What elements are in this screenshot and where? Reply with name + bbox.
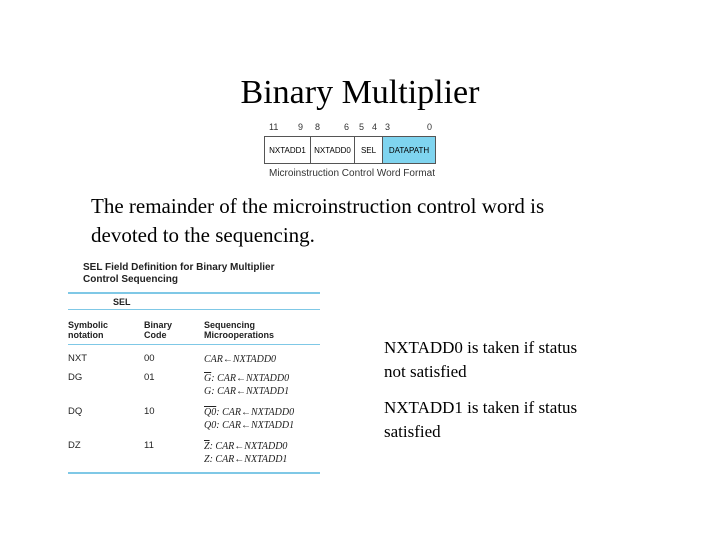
status-condition: Q0 <box>204 420 217 431</box>
microoperation: : CAR←NXTADD1 <box>211 386 290 397</box>
microoperation-line <box>204 406 320 419</box>
bit-number: 8 <box>315 122 321 132</box>
sel-group-header: SEL <box>113 297 131 307</box>
control-word-format-figure <box>262 122 442 182</box>
microoperation-line <box>204 440 320 453</box>
microoperation: : CAR←NXTADD1 <box>216 420 295 431</box>
note-line: not satisfied <box>384 362 467 381</box>
microoperation-line <box>204 419 320 432</box>
microoperation: : CAR←NXTADD1 <box>209 454 288 465</box>
field-nxtadd0: NXTADD0 <box>311 137 355 163</box>
table-title: SEL Field Definition for Binary Multiplier <box>83 262 275 273</box>
symbolic-notation: DQ <box>68 406 83 417</box>
note-nxtadd0 <box>384 336 577 384</box>
bit-numbers <box>262 122 442 134</box>
microoperation: CAR←NXTADD0 <box>204 354 277 365</box>
sequencing-microoperations <box>204 440 320 466</box>
col-header: Symbolic <box>68 320 109 330</box>
table-row <box>68 353 320 366</box>
status-condition: G <box>204 386 212 397</box>
sel-field-table <box>68 262 320 474</box>
bit-number: 4 <box>372 122 378 132</box>
paragraph-line: devoted to the sequencing. <box>91 223 315 247</box>
microoperation-line <box>204 385 320 398</box>
microoperation: : CAR←NXTADD0 <box>211 373 290 384</box>
table-row <box>68 406 320 432</box>
field-datapath: DATAPATH <box>383 137 435 163</box>
bit-number: 5 <box>359 122 365 132</box>
sequencing-microoperations <box>204 372 320 398</box>
microoperation-line <box>204 453 320 466</box>
bit-number: 6 <box>344 122 350 132</box>
symbolic-notation: DG <box>68 372 83 383</box>
table-title: Control Sequencing <box>83 274 178 285</box>
microoperation-line <box>204 372 320 385</box>
bit-number: 9 <box>298 122 304 132</box>
field-nxtadd1: NXTADD1 <box>265 137 311 163</box>
field-sel: SEL <box>355 137 383 163</box>
col-header: Microoperations <box>204 330 275 340</box>
body-paragraph <box>91 192 631 250</box>
col-header: Code <box>144 330 167 340</box>
col-header: notation <box>68 330 104 340</box>
sequencing-microoperations <box>204 353 320 366</box>
microoperation: : CAR←NXTADD0 <box>216 407 295 418</box>
status-condition: Q0 <box>204 407 217 418</box>
figure-caption: Microinstruction Control Word Format <box>269 168 435 179</box>
bit-number: 0 <box>427 122 433 132</box>
binary-code: 00 <box>144 353 155 364</box>
note-nxtadd1 <box>384 396 577 444</box>
table-row <box>68 372 320 398</box>
note-line: NXTADD0 is taken if status <box>384 338 578 357</box>
bit-number: 11 <box>269 122 279 132</box>
bit-number: 3 <box>385 122 391 132</box>
binary-code: 11 <box>144 440 154 451</box>
sequencing-microoperations <box>204 406 320 432</box>
paragraph-line: The remainder of the microinstruction control word is <box>91 194 545 218</box>
table-body <box>68 353 320 466</box>
note-line: NXTADD1 is taken if status <box>384 398 578 417</box>
status-condition: Z <box>204 454 210 465</box>
microoperation: : CAR←NXTADD0 <box>209 441 288 452</box>
control-word-fields <box>264 136 436 164</box>
microoperation-line <box>204 353 320 366</box>
column-headers <box>68 310 320 340</box>
table-rule <box>68 472 320 474</box>
note-line: satisfied <box>384 422 441 441</box>
status-condition: $\overline{G}$ <box>204 373 212 384</box>
symbolic-notation: DZ <box>68 440 81 451</box>
status-condition: $\overline{Z}$ <box>204 441 210 452</box>
col-header: Sequencing <box>204 320 256 330</box>
col-header: Binary <box>144 320 173 330</box>
symbolic-notation: NXT <box>68 353 87 364</box>
slide-title: Binary Multiplier <box>240 74 480 111</box>
table-rule <box>68 344 320 345</box>
table-row <box>68 440 320 466</box>
binary-code: 10 <box>144 406 155 417</box>
binary-code: 01 <box>144 372 155 383</box>
